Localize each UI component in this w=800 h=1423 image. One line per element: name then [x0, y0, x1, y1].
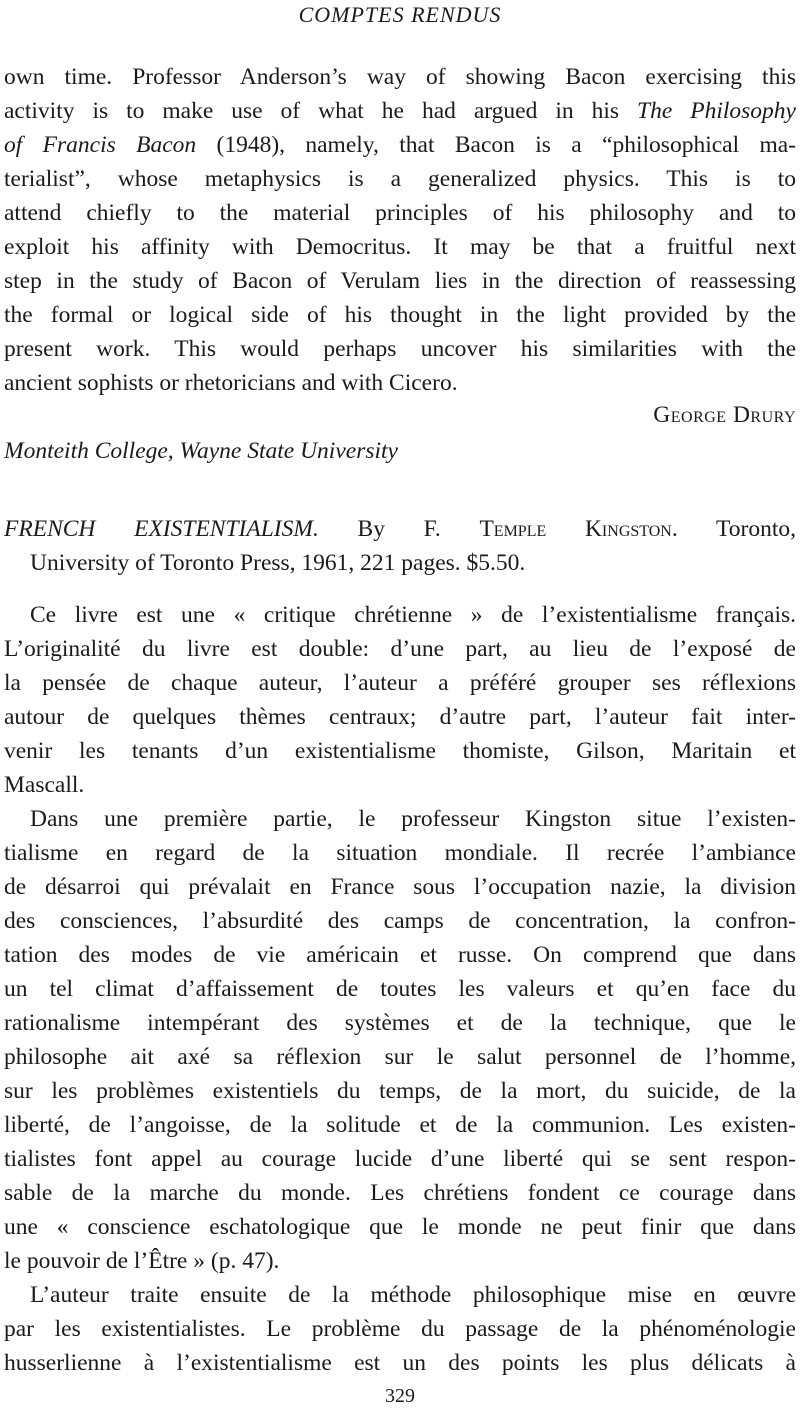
review-heading: [4, 514, 796, 544]
text-line: le pouvoir de l’Être » (p. 47).: [4, 1248, 280, 1274]
book-title-italic: The Philosophy: [637, 98, 796, 124]
text-line: the formal or logical side of his thought in the light provided by the: [4, 302, 796, 328]
book-title-italic: of Francis Bacon: [4, 132, 197, 158]
text-line: par les existentialistes. Le problème du passage de la phénoménologie: [4, 1316, 796, 1342]
text-line: rationalisme intempérant des systèmes et de la technique, que le: [4, 1010, 796, 1036]
text-line: liberté, de l’angoisse, de la solitude et de la communion. Les existen-: [4, 1112, 796, 1138]
text-line: terialist”, whose metaphysics is a generalized physics. This is to: [4, 166, 796, 192]
reviewer-affiliation: Monteith College, Wayne State University: [4, 438, 398, 464]
text-line: autour de quelques thèmes centraux; d’autre part, l’auteur fait inter-: [4, 704, 796, 730]
text-line: sable de la marche du monde. Les chrétiens fondent ce courage dans: [4, 1180, 796, 1206]
text-line: Ce livre est une « critique chrétienne » de l’existentialisme français.: [30, 602, 796, 628]
text-line: L’originalité du livre est double: d’une part, au lieu de l’exposé de: [4, 636, 796, 662]
text-line: tialistes font appel au courage lucide d’une liberté qui se sent respon-: [4, 1146, 796, 1172]
text-line: attend chiefly to the material principles of his philosophy and to: [4, 200, 796, 226]
text-line: philosophe ait axé sa réflexion sur le salut personnel de l’homme,: [4, 1044, 796, 1070]
text-line: venir les tenants d’un existentialisme thomiste, Gilson, Maritain et: [4, 738, 796, 764]
text-line: L’auteur traite ensuite de la méthode philosophique mise en œuvre: [30, 1282, 796, 1308]
text-line: Dans une première partie, le professeur Kingston situe l’existen-: [30, 806, 796, 832]
text-line: tialisme en regard de la situation mondiale. Il recrée l’ambiance: [4, 840, 796, 866]
text-line: exploit his affinity with Democritus. It may be that a fruitful next: [4, 234, 796, 260]
text-line: sur les problèmes existentiels du temps, de la mort, du suicide, de la: [4, 1078, 796, 1104]
text-line: des consciences, l’absurdité des camps de concentration, la confron-: [4, 908, 796, 934]
text-line: husserlienne à l’existentialisme est un des points les plus délicats à: [4, 1350, 796, 1376]
text-span: (1948), namely, that Bacon is a “philosophical ma-: [196, 132, 797, 158]
review-publisher-start: . Toronto,: [671, 516, 796, 542]
text-line: tation des modes de vie américain et russe. On comprend que dans: [4, 942, 796, 968]
text-line: la pensée de chaque auteur, l’auteur a préféré grouper ses réflexions: [4, 670, 796, 696]
text-span: activity is to make use of what he had argued in his: [4, 98, 638, 124]
text-line: own time. Professor Anderson’s way of showing Bacon exercising this: [4, 64, 796, 90]
text-line: [4, 130, 796, 160]
text-line: ancient sophists or rhetoricians and with Cicero.: [4, 370, 458, 396]
text-line: une « conscience eschatologique que le monde ne peut finir que dans: [4, 1214, 796, 1240]
review-book-author: Temple Kingston: [479, 516, 672, 542]
review-publication-info: University of Toronto Press, 1961, 221 pages. $5.50.: [30, 550, 526, 576]
page-number: 329: [385, 1385, 415, 1407]
text-line: step in the study of Bacon of Verulam lies in the direction of reassessing: [4, 268, 796, 294]
text-line: Mascall.: [4, 772, 85, 798]
review-book-title: FRENCH EXISTENTIALISM.: [4, 516, 319, 542]
text-line: un tel climat d’affaissement de toutes les valeurs et qu’en face du: [4, 976, 796, 1002]
text-line: de désarroi qui prévalait en France sous l’occupation nazie, la division: [4, 874, 796, 900]
running-head: COMPTES RENDUS: [298, 2, 502, 27]
text-line: [4, 96, 796, 126]
reviewer-signature: George Drury: [653, 402, 796, 428]
text-line: present work. This would perhaps uncover his similarities with the: [4, 336, 796, 362]
review-by: By F.: [318, 516, 480, 542]
